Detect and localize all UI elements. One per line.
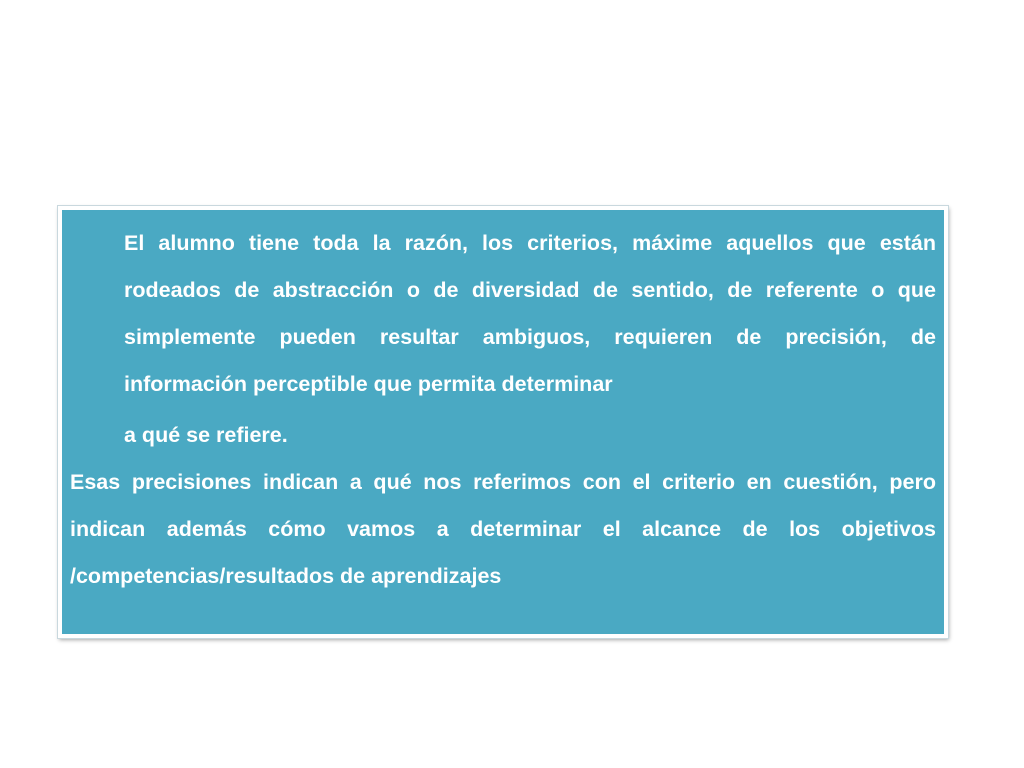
paragraph-1-text: El alumno tiene toda la razón, los criterios, máxime aquellos que están rodeados de abstracción o de diversidad de sentido, de referente o que simplemente pueden resultar ambiguos, requieren de precisión, de información perceptible que permita determinar [124,231,936,396]
paragraph-1 [70,220,936,459]
paragraph-2-text: Esas precisiones indican a qué nos referimos con el criterio en cuestión, pero indican además cómo vamos a determinar el alcance de los objetivos /competencias/resultados de aprendizajes [70,470,936,588]
paragraph-2 [70,459,936,600]
paragraph-1-last-line: a qué se refiere. [124,423,288,447]
text-box [58,206,948,638]
